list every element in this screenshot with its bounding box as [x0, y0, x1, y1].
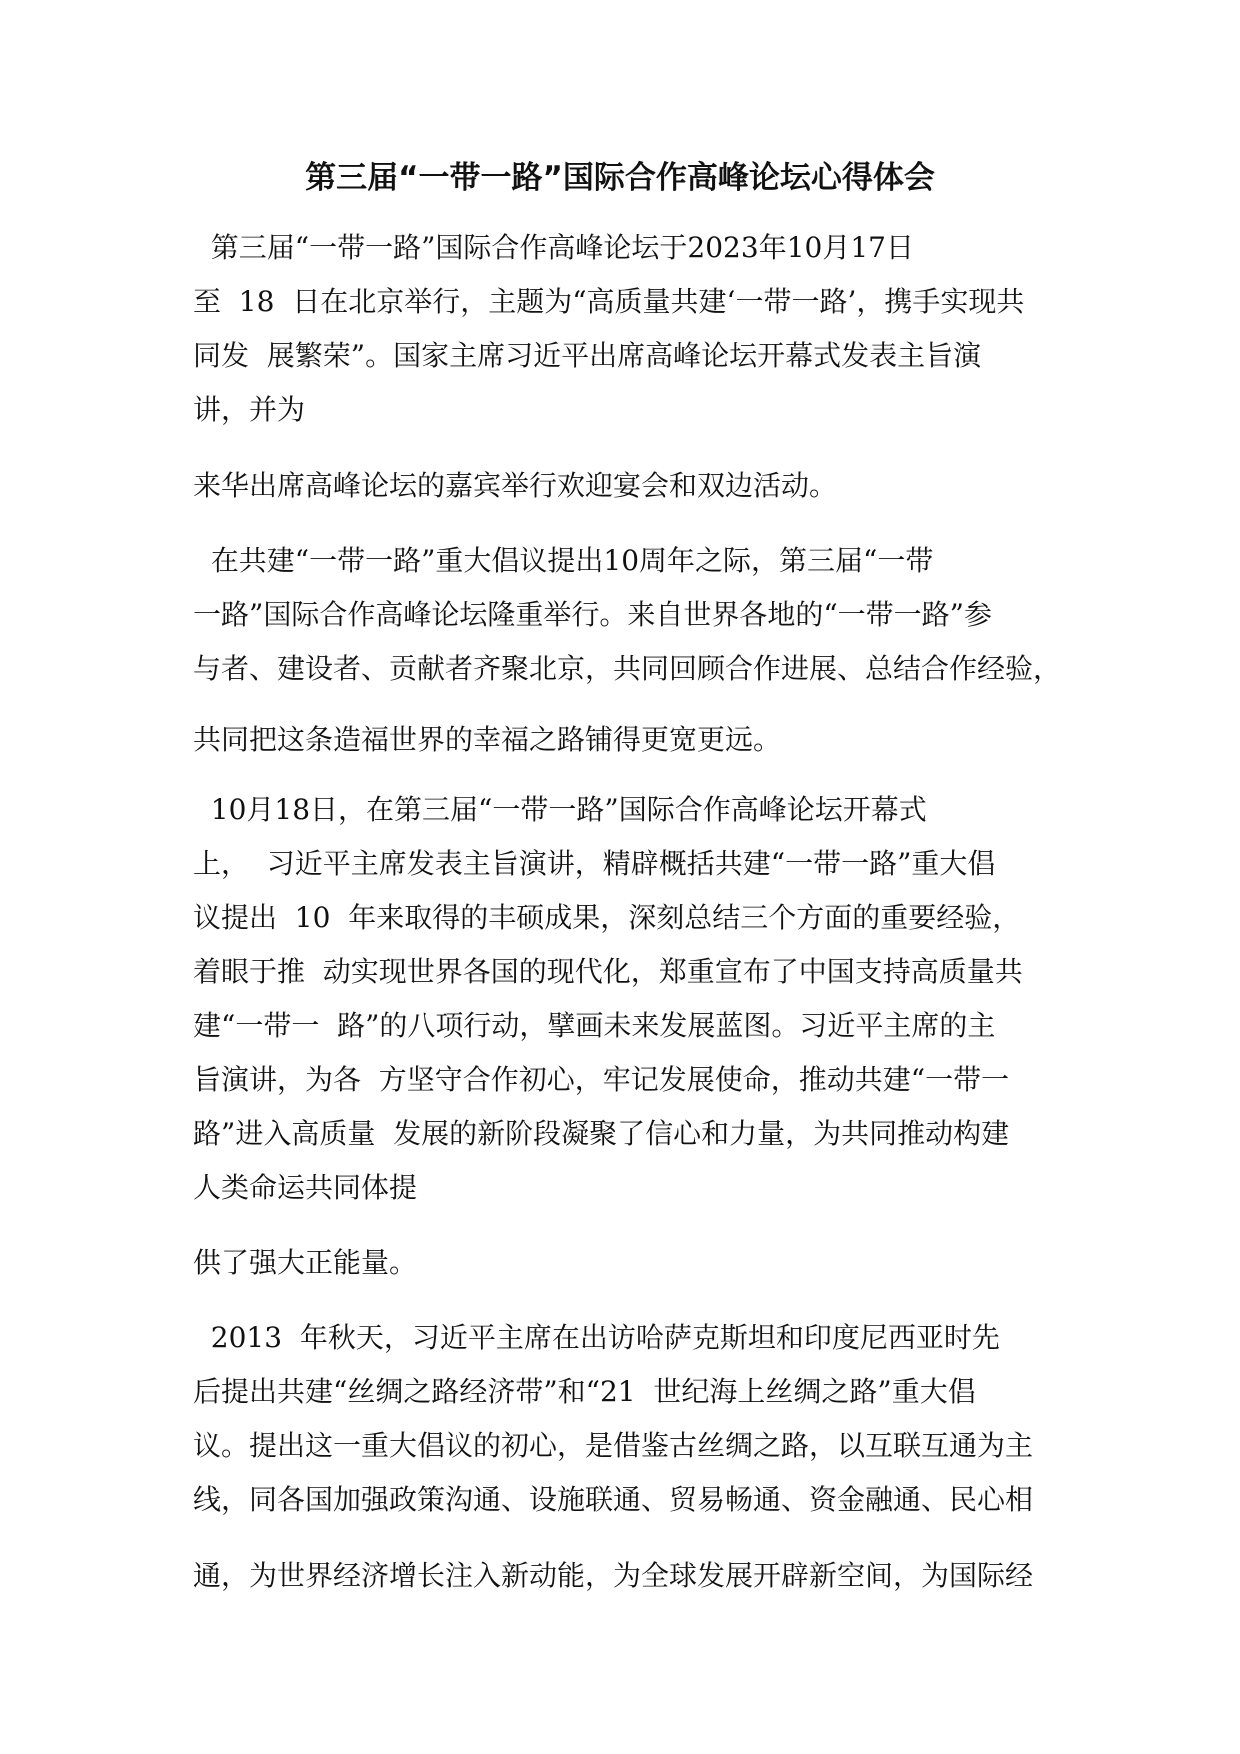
text-line: 线，同各国加强政策沟通、设施联通、贸易畅通、资金融通、民心相: [193, 1483, 1034, 1516]
text-line: 人类命运共同体提: [193, 1171, 418, 1204]
text-line: 来华出席高峰论坛的嘉宾举行欢迎宴会和双边活动。: [193, 469, 838, 502]
text-line: 讲，并为: [193, 393, 306, 426]
text-line: 第三届“一带一路”国际合作高峰论坛于2023年10月17日: [193, 231, 914, 264]
document-title: 第三届“一带一路”国际合作高峰论坛心得体会: [305, 160, 935, 196]
text-line: 着眼于推 动实现世界各国的现代化，郑重宣布了中国支持高质量共: [193, 955, 1023, 988]
text-line: 2013 年秋天，习近平主席在出访哈萨克斯坦和印度尼西亚时先: [193, 1321, 1000, 1354]
text-line: 供了强大正能量。: [193, 1246, 418, 1279]
text-line: 路”进入高质量 发展的新阶段凝聚了信心和力量，为共同推动构建: [193, 1117, 1010, 1150]
text-line: 后提出共建“丝绸之路经济带”和“21 世纪海上丝绸之路”重大倡: [193, 1375, 976, 1408]
text-line: 上， 习近平主席发表主旨演讲，精辟概括共建“一带一路”重大倡: [193, 847, 996, 880]
text-line: 在共建“一带一路”重大倡议提出10周年之际，第三届“一带: [193, 544, 934, 577]
text-line: 一路”国际合作高峰论坛隆重举行。来自世界各地的“一带一路”参: [193, 598, 992, 631]
text-line: 旨演讲，为各 方坚守合作初心，牢记发展使命，推动共建“一带一: [193, 1063, 1010, 1096]
text-line: 议提出 10 年来取得的丰硕成果，深刻总结三个方面的重要经验，: [193, 901, 1021, 934]
text-line: 议。提出这一重大倡议的初心，是借鉴古丝绸之路，以互联互通为主: [193, 1429, 1034, 1462]
text-line: 共同把这条造福世界的幸福之路铺得更宽更远。: [193, 723, 782, 756]
text-line: 10月18日，在第三届“一带一路”国际合作高峰论坛开幕式: [193, 793, 927, 826]
text-line: 同发 展繁荣”。国家主席习近平出席高峰论坛开幕式发表主旨演: [193, 339, 982, 372]
text-line: 建“一带一 路”的八项行动，擘画未来发展蓝图。习近平主席的主: [193, 1009, 996, 1042]
text-line: 与者、建设者、贡献者齐聚北京，共同回顾合作进展、总结合作经验，: [193, 652, 1062, 685]
text-line: 至 18 日在北京举行，主题为“高质量共建‘一带一路’，携手实现共: [193, 285, 1025, 318]
text-line: 通，为世界经济增长注入新动能，为全球发展开辟新空间，为国际经: [193, 1559, 1034, 1592]
